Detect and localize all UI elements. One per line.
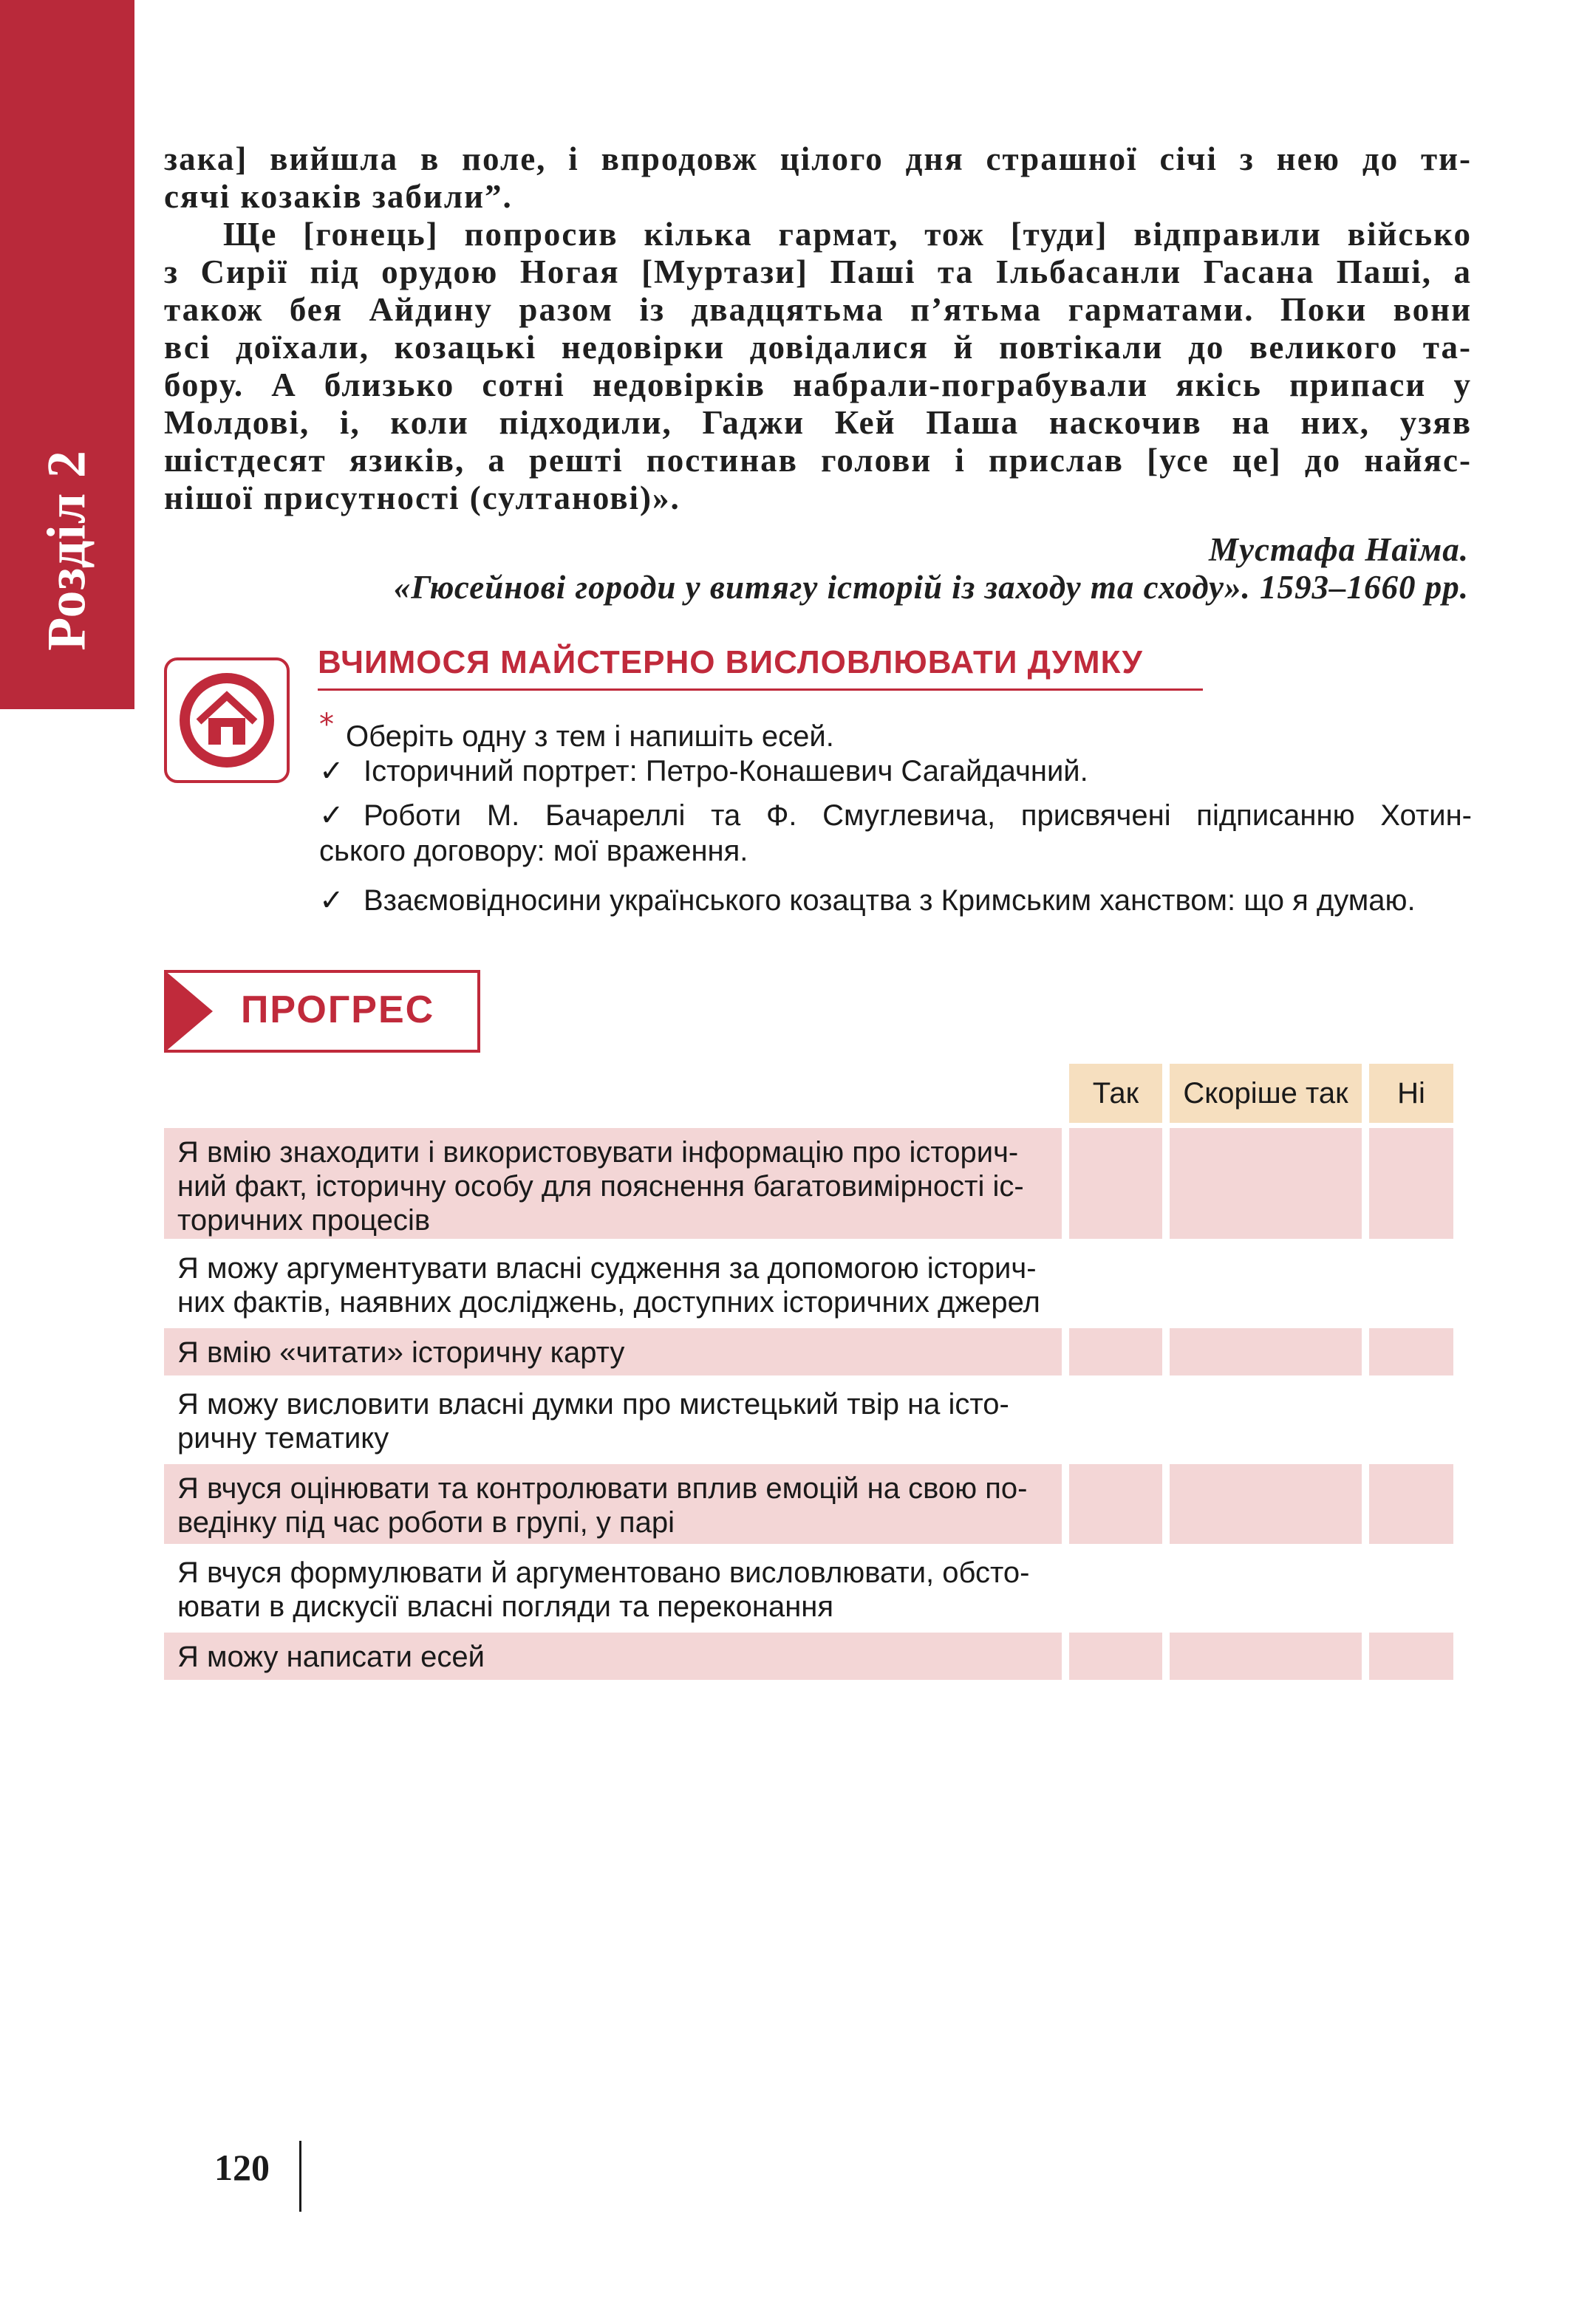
- checkmark-icon: ✓: [319, 884, 344, 917]
- row-text-line: Я вмію «читати» історичну карту: [177, 1336, 625, 1369]
- checkbox-cell-rather-yes[interactable]: [1170, 1380, 1362, 1460]
- checkbox-cell-yes[interactable]: [1069, 1128, 1162, 1239]
- section-label: Розділ 2: [36, 450, 98, 651]
- checkbox-cell-yes[interactable]: [1069, 1464, 1162, 1544]
- checkbox-cell-rather-yes[interactable]: [1170, 1464, 1362, 1544]
- quote-source: «Гюсейнові городи у витягу історій із заходу та сходу». 1593–1660 рр.: [393, 569, 1469, 606]
- checkmark-icon: ✓: [319, 799, 344, 833]
- essay-section-heading: ВЧИМОСЯ МАЙСТЕРНО ВИСЛОВЛЮВАТИ ДУМКУ: [318, 644, 1203, 691]
- quote-line: всі доїхали, козацькі недовірки довідалися й повтікали до великого та-: [164, 329, 1472, 366]
- quote-line: з Сирії під орудою Ногая [Муртази] Паші та Ільбасанли Гасана Паші, а: [164, 253, 1472, 290]
- checkmark-icon: ✓: [319, 754, 344, 788]
- row-text-line: ювати в дискусії власні погляди та переконання: [177, 1590, 834, 1623]
- essay-topic-continuation: ського договору: мої враження.: [319, 835, 748, 867]
- checkbox-cell-no[interactable]: [1369, 1548, 1453, 1628]
- progress-title: ПРОГРЕС: [241, 988, 435, 1031]
- checkbox-cell-no[interactable]: [1369, 1464, 1453, 1544]
- column-header-rather-yes: Скоріше так: [1170, 1064, 1362, 1123]
- checkbox-cell-rather-yes[interactable]: [1170, 1244, 1362, 1324]
- quote-line: також бея Айдину разом із двадцятьма п’ятьма гарматами. Поки вони: [164, 291, 1472, 328]
- table-row-label: [164, 1380, 1062, 1460]
- checkbox-cell-no[interactable]: [1369, 1380, 1453, 1460]
- essay-topic-text: Історичний портрет: Петро-Конашевич Сагайдачний.: [364, 755, 1088, 787]
- home-icon: [173, 666, 281, 774]
- essay-topic: [319, 753, 1472, 789]
- quote-line: Ще [гонець] попросив кілька гармат, тож [туди] відправили військо: [223, 216, 1472, 253]
- essay-instruction: Оберіть одну з тем і напишіть есей.: [346, 720, 834, 753]
- section-side-tab: [0, 0, 134, 709]
- quote-line: нішої присутності (султанові)».: [164, 479, 680, 516]
- asterisk-marker: *: [319, 708, 334, 742]
- quote-line: Молдові, і, коли підходили, Гаджи Кей Паша наскочив на них, узяв: [164, 404, 1472, 441]
- table-row-label: [164, 1128, 1062, 1239]
- checkbox-cell-rather-yes[interactable]: [1170, 1128, 1362, 1239]
- column-header-no: Ні: [1369, 1064, 1453, 1123]
- row-text-line: них фактів, наявних досліджень, доступних історичних джерел: [177, 1286, 1040, 1319]
- quote-line: сячі козаків забили”.: [164, 178, 513, 215]
- checkbox-cell-rather-yes[interactable]: [1170, 1328, 1362, 1375]
- quote-line: шістдесят язиків, а решті постинав голови і прислав [усе це] до найяс-: [164, 442, 1472, 479]
- table-row-label: [164, 1328, 1062, 1375]
- checkbox-cell-yes[interactable]: [1069, 1380, 1162, 1460]
- checkbox-cell-rather-yes[interactable]: [1170, 1548, 1362, 1628]
- table-row-label: [164, 1633, 1062, 1680]
- play-arrow-icon: [164, 970, 216, 1053]
- row-text-line: Я можу написати есей: [177, 1641, 485, 1673]
- row-text-line: ний факт, історичну особу для пояснення багатовимірності іс-: [177, 1170, 1024, 1203]
- progress-label-box: [164, 970, 480, 1053]
- checkbox-cell-yes[interactable]: [1069, 1244, 1162, 1324]
- page-number-divider: [299, 2141, 301, 2212]
- checkbox-cell-yes[interactable]: [1069, 1328, 1162, 1375]
- checkbox-cell-no[interactable]: [1369, 1328, 1453, 1375]
- quote-author: Мустафа Наїма.: [1208, 531, 1469, 568]
- row-text-line: Я вчуся формулювати й аргументовано висловлювати, обсто-: [177, 1556, 1030, 1589]
- row-text-line: Я можу висловити власні думки про мистецький твір на істо-: [177, 1388, 1009, 1421]
- quote-line: зака] вийшла в поле, і впродовж цілого дня страшної січі з нею до ти-: [164, 140, 1472, 177]
- table-row-label: [164, 1244, 1062, 1324]
- essay-topic: [319, 798, 1472, 833]
- row-text-line: торичних процесів: [177, 1204, 431, 1237]
- row-text-line: Я вмію знаходити і використовувати інформацію про історич-: [177, 1136, 1019, 1169]
- column-header-yes: Так: [1069, 1064, 1162, 1123]
- page-number: 120: [214, 2147, 270, 2188]
- table-row-label: [164, 1464, 1062, 1544]
- checkbox-cell-rather-yes[interactable]: [1170, 1633, 1362, 1680]
- home-icon-box: [164, 657, 290, 783]
- row-text-line: Я можу аргументувати власні судження за допомогою історич-: [177, 1252, 1037, 1285]
- checkbox-cell-yes[interactable]: [1069, 1633, 1162, 1680]
- row-text-line: ричну тематику: [177, 1422, 389, 1455]
- table-row-label: [164, 1548, 1062, 1628]
- row-text-line: ведінку під час роботи в групі, у парі: [177, 1506, 675, 1539]
- quote-line: бору. А близько сотні недовірків набрали-пограбували якісь припаси у: [164, 366, 1472, 403]
- checkbox-cell-yes[interactable]: [1069, 1548, 1162, 1628]
- essay-topic-text: Взаємовідносини українського козацтва з Кримським ханством: що я думаю.: [364, 884, 1416, 917]
- checkbox-cell-no[interactable]: [1369, 1633, 1453, 1680]
- row-text-line: Я вчуся оцінювати та контролювати вплив емоцій на свою по-: [177, 1472, 1028, 1505]
- checkbox-cell-no[interactable]: [1369, 1244, 1453, 1324]
- essay-topic-text: Роботи М. Бачареллі та Ф. Смуглевича, присвячені підписанню Хотин-: [364, 799, 1472, 832]
- checkbox-cell-no[interactable]: [1369, 1128, 1453, 1239]
- essay-topic: [319, 883, 1472, 918]
